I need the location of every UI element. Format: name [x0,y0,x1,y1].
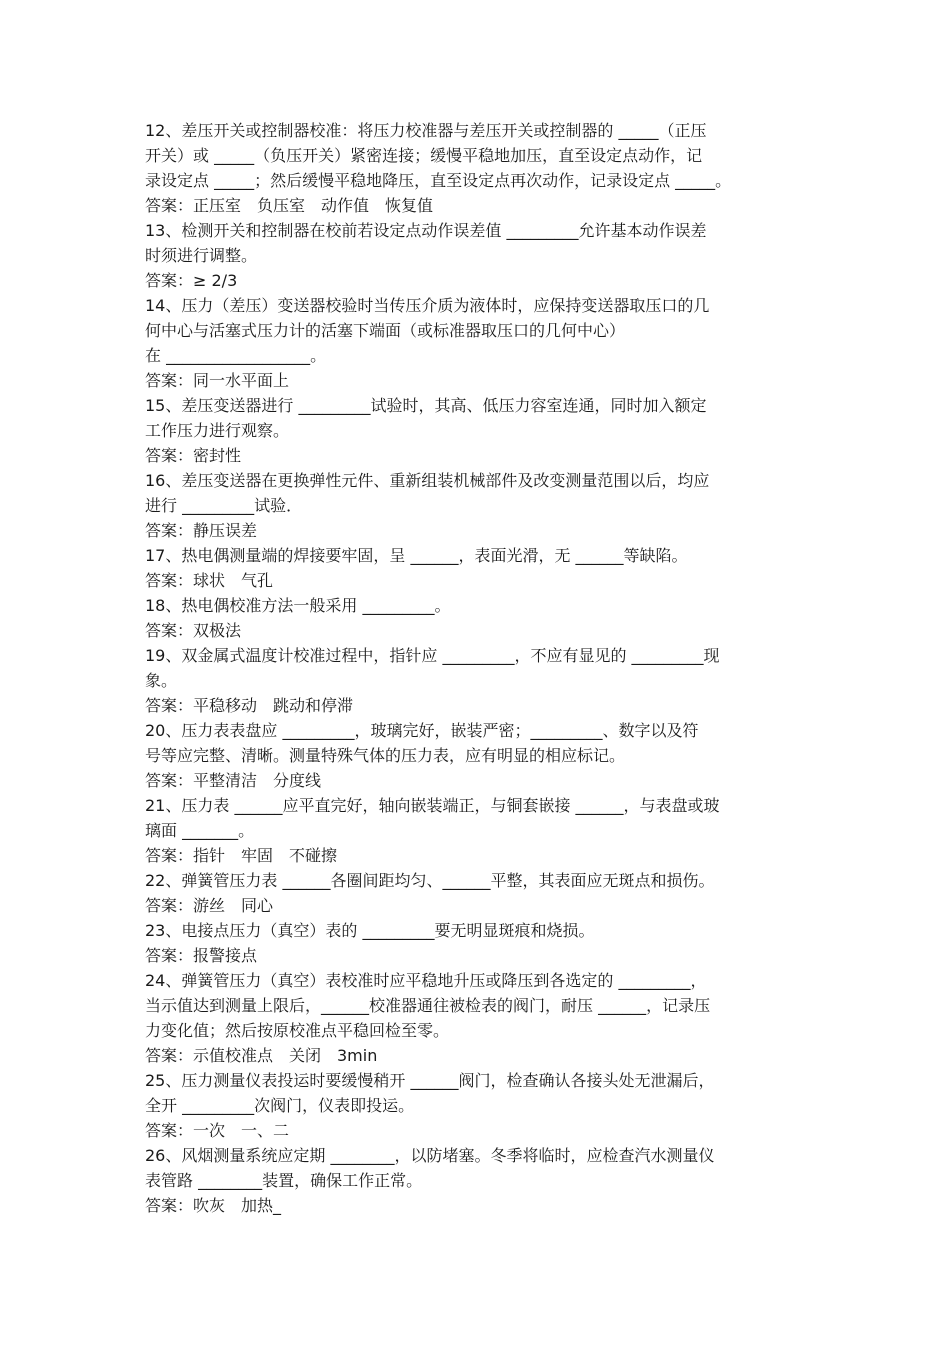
text-line: 20、压力表表盘应 _________，玻璃完好，嵌装严密；_________、数字以及符 [145,721,699,740]
text-line: 16、差压变送器在更换弹性元件、重新组装机械部件及改变测量范围以后，均应 [145,471,710,490]
answer-line: 答案：球状 气孔 [145,571,274,590]
text-line: 当示值达到测量上限后，______校准器通往被检表的阀门，耐压 ______，记录压 [145,996,711,1015]
text-line: 时须进行调整。 [145,246,258,265]
answer-line: 答案：一次 一、二 [145,1121,290,1140]
text-line: 14、压力（差压）变送器校验时当传压介质为液体时，应保持变送器取压口的几 [145,296,710,315]
question-list [145,118,810,1218]
text-line: 开关）或 _____（负压开关）紧密连接；缓慢平稳地加压，直至设定点动作，记 [145,146,703,165]
text-line: 号等应完整、清晰。测量特殊气体的压力表，应有明显的相应标记。 [145,746,626,765]
answer-line: 答案：平整清洁 分度线 [145,771,322,790]
text-line: 进行 _________试验． [145,496,303,515]
text-line: 25、压力测量仪表投运时要缓慢稍开 ______阀门，检查确认各接头处无泄漏后， [145,1071,715,1090]
text-line: 表管路 ________装置，确保工作正常。 [145,1171,423,1190]
text-line: 24、弹簧管压力（真空）表校准时应平稳地升压或降压到各选定的 _________， [145,971,707,990]
answer-line: 答案：双极法 [145,621,242,640]
answer-line: 答案：平稳移动 跳动和停滞 [145,696,354,715]
text-line: 21、压力表 ______应平直完好，轴向嵌装端正，与铜套嵌接 ______，与表盘或玻 [145,796,720,815]
text-line: 全开 _________次阀门，仪表即投运。 [145,1096,415,1115]
text-line: 19、双金属式温度计校准过程中，指针应 _________，不应有显见的 _________现 [145,646,720,665]
answer-line: 答案：密封性 [145,446,242,465]
text-line: 15、差压变送器进行 _________试验时，其高、低压力容室连通，同时加入额定 [145,396,707,415]
text-line: 17、热电偶测量端的焊接要牢固，呈 ______，表面光滑，无 ______等缺陷。 [145,546,688,565]
text-line: 13、检测开关和控制器在校前若设定点动作误差值 _________允许基本动作误差 [145,221,707,240]
text-line: 12、差压开关或控制器校准：将压力校准器与差压开关或控制器的 _____（正压 [145,121,707,140]
text-line: 录设定点 _____；然后缓慢平稳地降压，直至设定点再次动作，记录设定点 _____。 [145,171,732,190]
text-line: 力变化值；然后按原校准点平稳回检至零。 [145,1021,450,1040]
text-line: 26、风烟测量系统应定期 ________，以防堵塞。冬季将临时，应检查汽水测量仪 [145,1146,715,1165]
text-line: 22、弹簧管压力表 ______各圈间距均匀、______平整，其表面应无斑点和损伤。 [145,871,715,890]
text-line: 工作压力进行观察。 [145,421,290,440]
text-line: 象。 [145,671,178,690]
text-line: 何中心与活塞式压力计的活塞下端面（或标准器取压口的几何中心） [145,321,626,340]
answer-line: 答案：正压室 负压室 动作值 恢复值 [145,196,434,215]
answer-line: 答案：静压误差 [145,521,258,540]
answer-line: 答案：≥ 2/3 [145,271,238,290]
answer-line: 答案：游丝 同心 [145,896,274,915]
answer-line: 答案：示值校准点 关闭 3min [145,1046,378,1065]
text-line: 璃面 _______。 [145,821,255,840]
text-line: 18、热电偶校准方法一般采用 _________。 [145,596,451,615]
answer-line: 答案：指针 牢固 不碰擦 [145,846,338,865]
answer-line: 答案：同一水平面上 [145,371,290,390]
text-line: 23、电接点压力（真空）表的 _________要无明显斑痕和烧损。 [145,921,595,940]
text-line: 在 __________________。 [145,346,327,365]
answer-line: 答案：报警接点 [145,946,258,965]
answer-line: 答案：吹灰 加热_ [145,1196,282,1215]
